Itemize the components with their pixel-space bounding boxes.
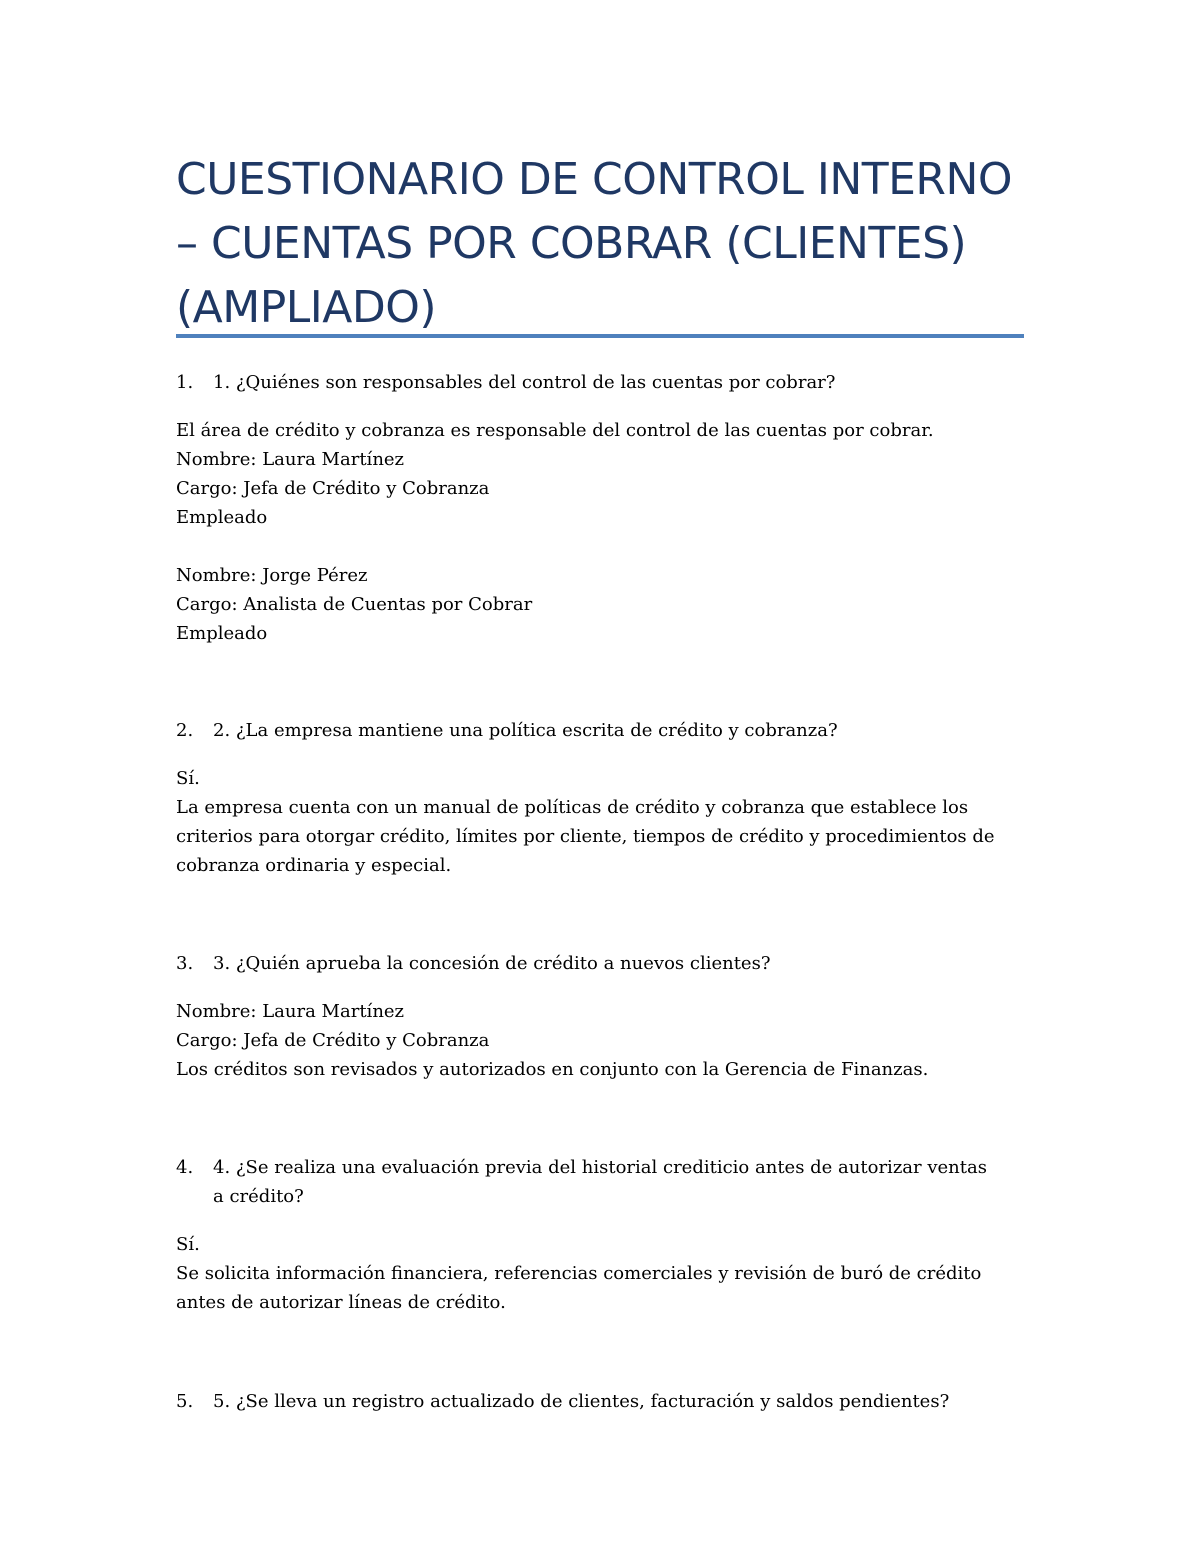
title-line-2: – CUENTAS POR COBRAR (CLIENTES) [176, 218, 967, 269]
answer-line: El área de crédito y cobranza es responsable del control de las cuentas por cobrar. [176, 420, 934, 441]
answer-line: Empleado [176, 507, 268, 528]
answer-1 [176, 416, 1006, 648]
answer-2 [176, 764, 1006, 880]
question-text: 4. ¿Se realiza una evaluación previa del historial crediticio antes de autorizar ventas a crédito? [213, 1157, 987, 1207]
question-number: 3. [176, 953, 194, 974]
title-underline-divider [176, 334, 1024, 338]
answer-line [176, 532, 1006, 561]
answer-line: Cargo: Analista de Cuentas por Cobrar [176, 594, 533, 615]
answer-line: antes de autorizar líneas de crédito. [176, 1292, 506, 1313]
document-title [176, 148, 1036, 340]
answer-3 [176, 997, 1006, 1084]
answer-line: Nombre: Jorge Pérez [176, 565, 368, 586]
answer-line: Sí. [176, 768, 200, 789]
answer-4 [176, 1230, 1006, 1317]
question-text: 1. ¿Quiénes son responsables del control de las cuentas por cobrar? [213, 372, 836, 393]
question-text: 3. ¿Quién aprueba la concesión de crédito a nuevos clientes? [213, 953, 771, 974]
question-text: 5. ¿Se lleva un registro actualizado de clientes, facturación y saldos pendientes? [213, 1391, 950, 1412]
answer-line: Cargo: Jefa de Crédito y Cobranza [176, 478, 490, 499]
answer-line: Cargo: Jefa de Crédito y Cobranza [176, 1030, 490, 1051]
answer-line: criterios para otorgar crédito, límites por cliente, tiempos de crédito y procedimientos de [176, 826, 995, 847]
answer-line: Nombre: Laura Martínez [176, 1001, 405, 1022]
answer-line: La empresa cuenta con un manual de políticas de crédito y cobranza que establece los [176, 797, 969, 818]
title-line-1: CUESTIONARIO DE CONTROL INTERNO [176, 154, 1013, 205]
answer-line: cobranza ordinaria y especial. [176, 855, 452, 876]
question-text: 2. ¿La empresa mantiene una política escrita de crédito y cobranza? [213, 720, 838, 741]
answer-line: Se solicita información financiera, referencias comerciales y revisión de buró de crédito [176, 1263, 982, 1284]
title-line-3: (AMPLIADO) [176, 282, 437, 333]
answer-line: Los créditos son revisados y autorizados en conjunto con la Gerencia de Finanzas. [176, 1059, 929, 1080]
question-number: 1. [176, 372, 194, 393]
answer-line: Nombre: Laura Martínez [176, 449, 405, 470]
question-number: 5. [176, 1391, 194, 1412]
answer-line: Sí. [176, 1234, 200, 1255]
question-number: 4. [176, 1157, 194, 1178]
answer-line: Empleado [176, 623, 268, 644]
question-number: 2. [176, 720, 194, 741]
